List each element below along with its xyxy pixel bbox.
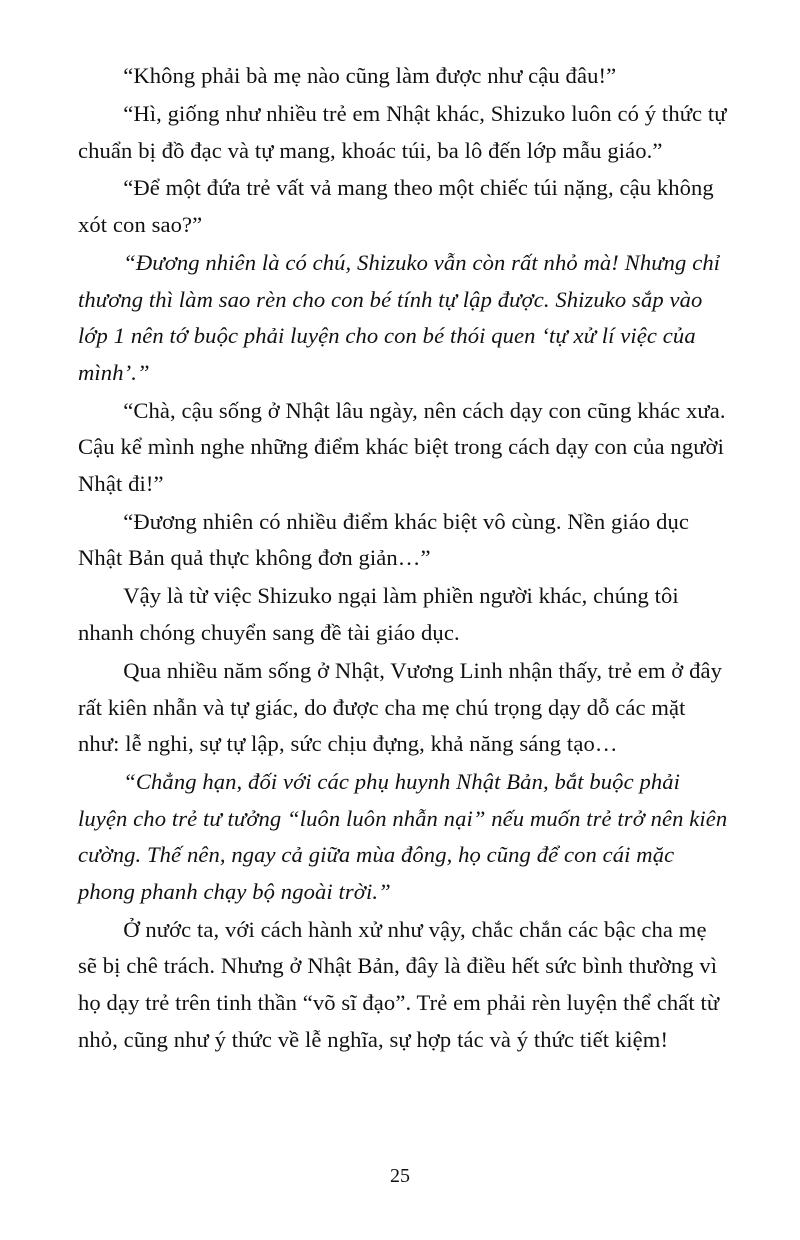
paragraph-italic: “Chẳng hạn, đối với các phụ huynh Nhật Bản, bắt buộc phải luyện cho trẻ tư tưởng “luôn luôn nhẫn nại” nếu muốn trẻ trở nên kiên cường. Thế nên, ngay cả giữa mùa đông, họ cũng để con cái mặc phong phanh chạy bộ ngoài trời.” — [78, 769, 728, 904]
page-number: 25 — [390, 1165, 410, 1187]
paragraph: “Chà, cậu sống ở Nhật lâu ngày, nên cách dạy con cũng khác xưa. Cậu kể mình nghe những điểm khác biệt trong cách dạy con của người Nhật đi!” — [78, 397, 726, 496]
paragraph-italic: “Đương nhiên là có chú, Shizuko vẫn còn rất nhỏ mà! Nhưng chỉ thương thì làm sao rèn cho con bé tính tự lập được. Shizuko sắp vào lớp 1 nên tớ buộc phải luyện cho con bé thói quen ‘tự xử lí việc của mình’.” — [78, 250, 721, 385]
paragraph: “Không phải bà mẹ nào cũng làm được như cậu đâu!” — [123, 63, 617, 88]
paragraph: “Đương nhiên có nhiều điểm khác biệt vô cùng. Nền giáo dục Nhật Bản quả thực không đơn giản…” — [78, 508, 689, 571]
paragraph: Vậy là từ việc Shizuko ngại làm phiền người khác, chúng tôi nhanh chóng chuyển sang đề tài giáo dục. — [78, 583, 679, 645]
paragraph: “Hì, giống như nhiều trẻ em Nhật khác, Shizuko luôn có ý thức tự chuẩn bị đồ đạc và tự mang, khoác túi, ba lô đến lớp mẫu giáo.” — [78, 100, 727, 163]
page-body — [78, 58, 728, 1058]
paragraph: “Để một đứa trẻ vất vả mang theo một chiếc túi nặng, cậu không xót con sao?” — [78, 175, 714, 238]
paragraph: Qua nhiều năm sống ở Nhật, Vương Linh nhận thấy, trẻ em ở đây rất kiên nhẫn và tự giác, do được cha mẹ chú trọng dạy dỗ các mặt như: lễ nghi, sự tự lập, sức chịu đựng, khả năng sáng tạo… — [78, 657, 723, 757]
paragraph: Ở nước ta, với cách hành xử như vậy, chắc chắn các bậc cha mẹ sẽ bị chê trách. Nhưng ở Nhật Bản, đây là điều hết sức bình thường vì họ dạy trẻ trên tinh thần “võ sĩ đạo”. Trẻ em phải rèn luyện thể chất từ nhỏ, cũng như ý thức về lễ nghĩa, sự hợp tác và ý thức tiết kiệm! — [78, 916, 720, 1052]
